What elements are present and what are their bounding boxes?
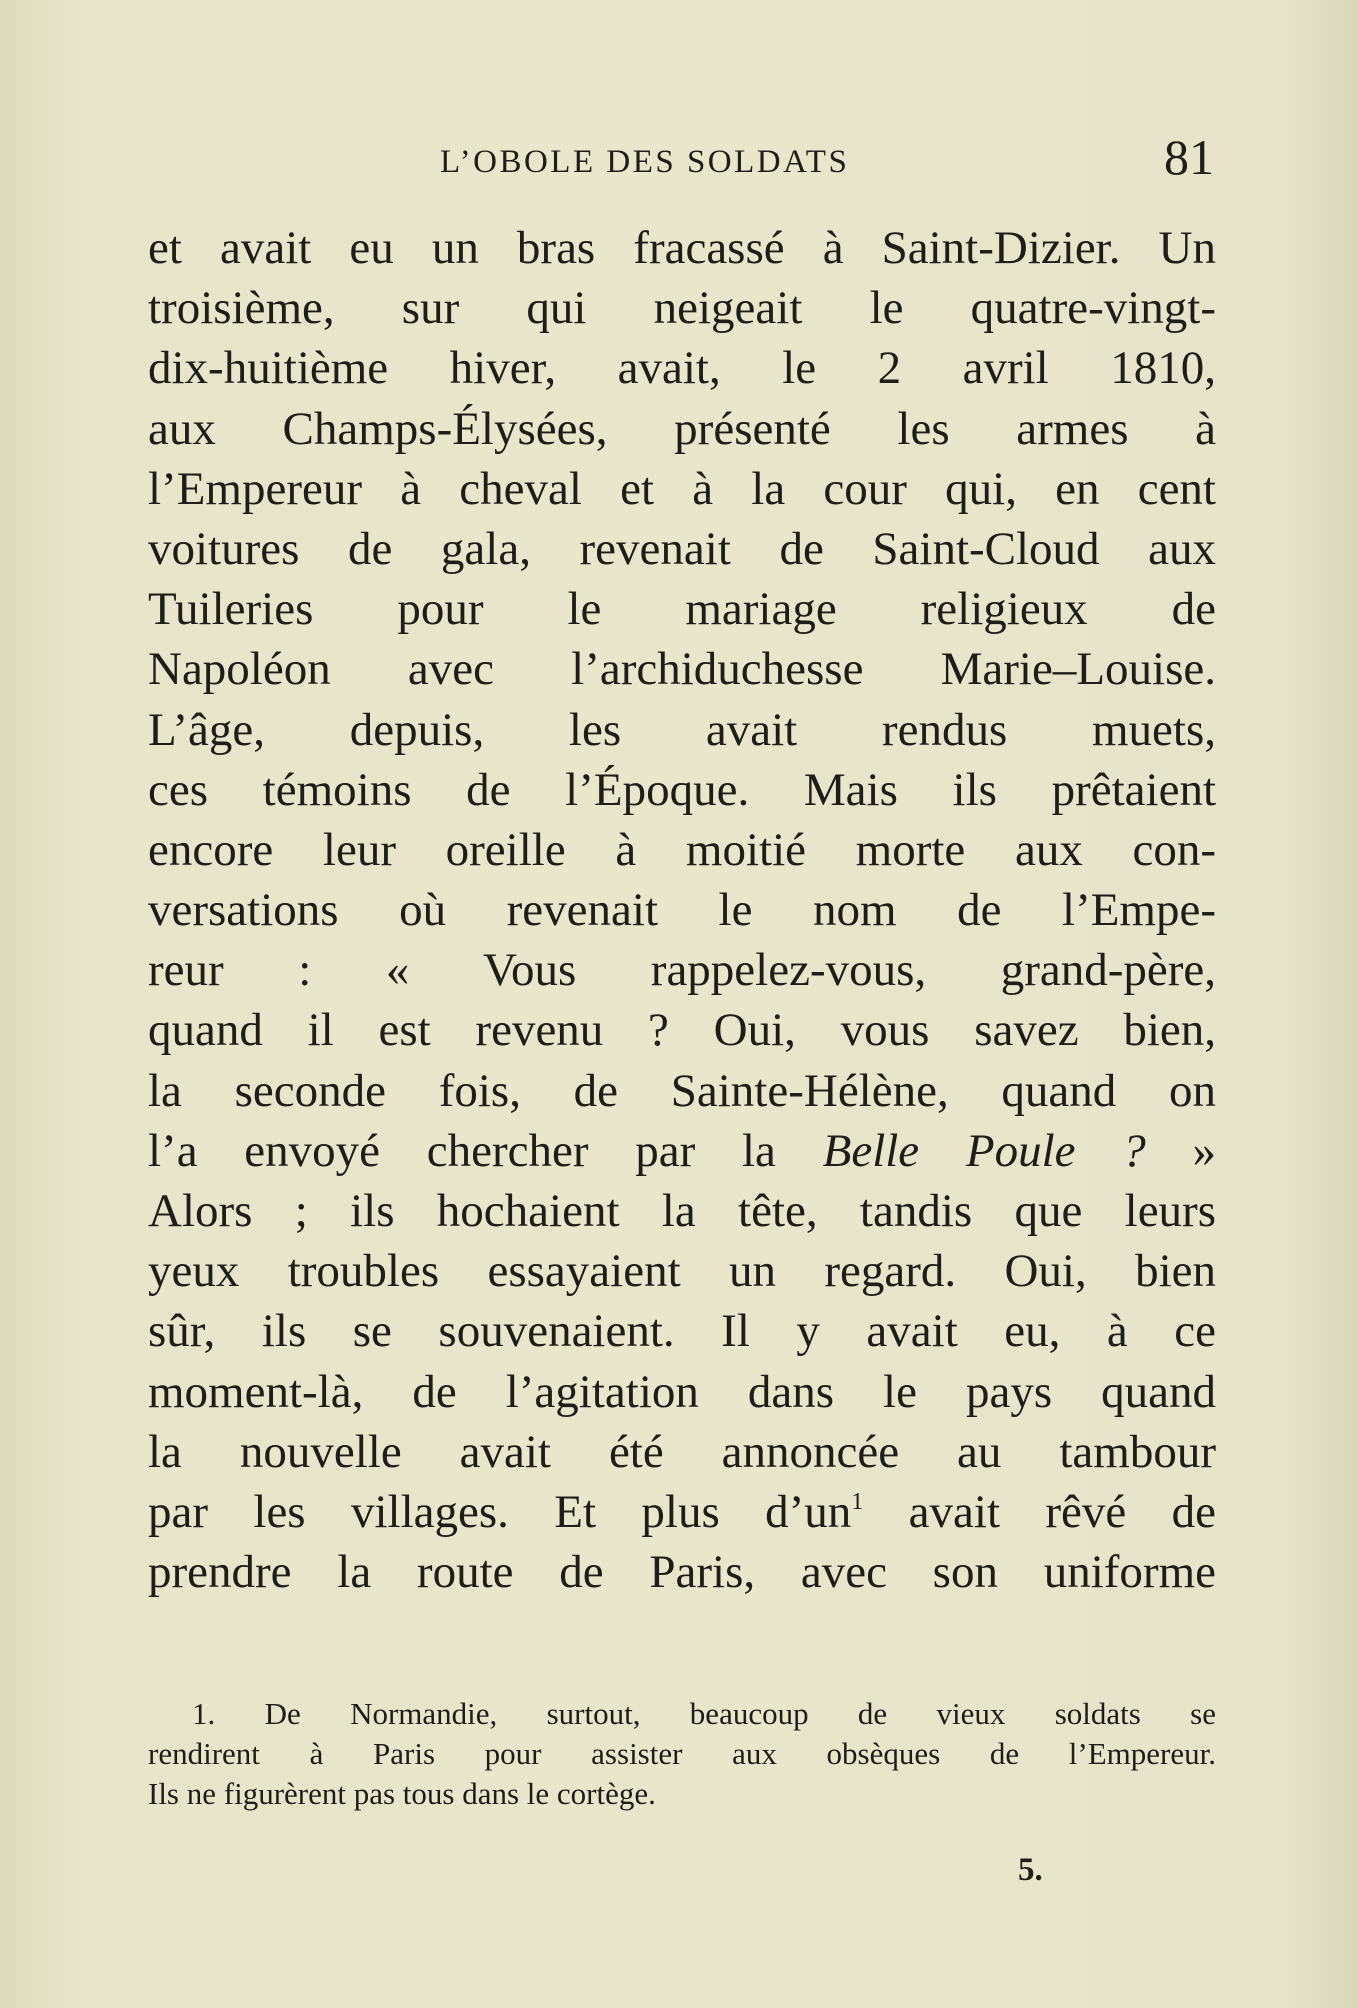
text-line-start: par les villages. Et plus d’un [148, 1485, 852, 1538]
text-line-end: avait rêvé de [908, 1485, 1216, 1538]
text-line: la seconde fois, de Sainte-Hélène, quand on [148, 1064, 1216, 1117]
text-line: Alors ; ils hochaient la tête, tandis que leurs [148, 1185, 1216, 1237]
text-line: Tuileries pour le mariage religieux de [148, 583, 1216, 636]
footnote-line: rendirent à Paris pour assister aux obsèques de l’Empereur. [148, 1736, 1216, 1771]
body-text [148, 218, 1216, 1602]
text-line: versations où revenait le nom de l’Empe- [148, 884, 1216, 937]
text-line: et avait eu un bras fracassé à Saint-Dizier. Un [148, 222, 1216, 274]
text-line-with-note-ref [148, 1482, 1216, 1542]
page-number: 81 [1164, 129, 1214, 185]
text-line: moment-là, de l’agitation dans le pays quand [148, 1365, 1216, 1418]
signature-mark: 5. [1018, 1852, 1043, 1888]
text-line: troisième, sur qui neigeait le quatre-vingt- [148, 282, 1216, 335]
text-line: quand il est revenu ? Oui, vous savez bien, [148, 1004, 1216, 1057]
running-title: L’OBOLE DES SOLDATS [440, 144, 850, 180]
text-line: dix-huitième hiver, avait, le 2 avril 1810, [148, 342, 1216, 395]
text-line-start: l’a envoyé chercher par la [148, 1124, 776, 1177]
footnote-line: 1. De Normandie, surtout, beaucoup de vieux soldats se [192, 1696, 1216, 1731]
text-line: yeux troubles essayaient un regard. Oui, bien [148, 1245, 1216, 1298]
footnote-reference: 1 [851, 1488, 864, 1515]
text-line-with-italic [148, 1121, 1216, 1181]
text-line: ces témoins de l’Époque. Mais ils prêtaient [148, 763, 1216, 816]
text-line: l’Empereur à cheval et à la cour qui, en cent [148, 462, 1216, 515]
text-line: L’âge, depuis, les avait rendus muets, [148, 703, 1216, 756]
text-line: Napoléon avec l’archiduchesse Marie–Louise. [148, 643, 1216, 696]
text-line: reur : « Vous rappelez-vous, grand-père, [148, 944, 1216, 997]
text-line: sûr, ils se souvenaient. Il y avait eu, à ce [148, 1305, 1216, 1358]
text-line: voitures de gala, revenait de Saint-Cloud aux [148, 522, 1216, 575]
text-line: aux Champs-Élysées, présenté les armes à [148, 402, 1216, 455]
text-line: la nouvelle avait été annoncée au tambour [148, 1425, 1216, 1478]
footnote-line: Ils ne figurèrent pas tous dans le cortège. [148, 1776, 656, 1811]
text-line: encore leur oreille à moitié morte aux con- [148, 823, 1216, 876]
footnotes [148, 1694, 1216, 1814]
text-line: prendre la route de Paris, avec son uniforme [148, 1546, 1216, 1599]
ship-name-italic: Belle Poule ? [822, 1124, 1146, 1177]
closing-quote: » [1192, 1124, 1216, 1177]
